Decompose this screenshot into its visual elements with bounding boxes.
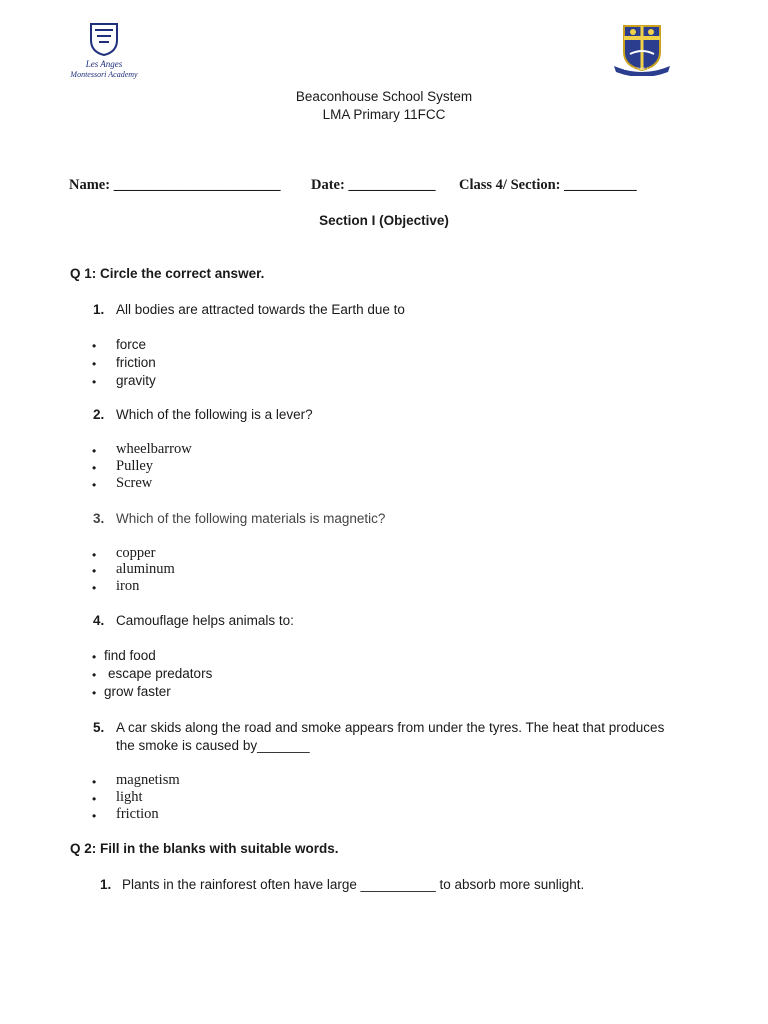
option: grow faster	[104, 684, 171, 699]
crest-icon	[89, 22, 119, 56]
bullet-icon: •	[92, 809, 97, 823]
name-field: Name: _______________________	[69, 177, 281, 193]
q1-item-text: Camouflage helps animals to:	[116, 613, 294, 628]
right-logo-motto: SEEK THE LIGHT	[623, 66, 661, 71]
bullet-icon: •	[92, 444, 97, 458]
option: aluminum	[116, 561, 175, 577]
school-name: Beaconhouse School System	[295, 89, 473, 104]
q1-item-number: 5.	[93, 720, 105, 735]
bullet-icon: •	[92, 548, 97, 562]
q1-heading: Q 1: Circle the correct answer.	[70, 266, 265, 281]
option: gravity	[116, 373, 156, 388]
bullet-icon: •	[92, 461, 97, 475]
bullet-icon: •	[92, 581, 97, 595]
bullet-icon: •	[92, 357, 97, 371]
class-section-field: Class 4/ Section: __________	[459, 177, 637, 193]
bullet-icon: •	[92, 686, 97, 700]
option: Screw	[116, 475, 153, 491]
q2-item-number: 1.	[100, 877, 112, 892]
q1-item-number: 2.	[93, 407, 105, 422]
bullet-icon: •	[92, 339, 97, 353]
q1-item-text: Which of the following materials is magnetic?	[116, 511, 386, 526]
left-logo-text-2: Montessori Academy	[70, 70, 138, 79]
left-logo-text-1: Les Anges	[85, 59, 123, 69]
q1-item-text-line1: A car skids along the road and smoke appears from under the tyres. The heat that produces	[116, 720, 665, 735]
bullet-icon: •	[92, 478, 97, 492]
right-logo	[610, 24, 674, 80]
date-field: Date: ____________	[311, 177, 436, 193]
bullet-icon: •	[92, 650, 97, 664]
bullet-icon: •	[92, 668, 97, 682]
option: friction	[116, 355, 156, 370]
option: find food	[104, 648, 156, 663]
q2-heading: Q 2: Fill in the blanks with suitable words.	[70, 841, 339, 856]
q1-item-text: All bodies are attracted towards the Earth due to	[116, 302, 405, 317]
option: iron	[116, 578, 140, 594]
option: light	[116, 789, 143, 805]
bullet-icon: •	[92, 375, 97, 389]
option: wheelbarrow	[116, 441, 192, 457]
q1-item-text: Which of the following is a lever?	[116, 407, 313, 422]
bullet-icon: •	[92, 564, 97, 578]
q1-item-number: 4.	[93, 613, 105, 628]
option: force	[116, 337, 147, 352]
option: copper	[116, 545, 156, 561]
option: friction	[116, 806, 159, 822]
q1-item-number: 3.	[93, 511, 105, 526]
q2-item-text: Plants in the rainforest often have large __________ to absorb more sunlight.	[122, 877, 585, 892]
q1-item-text-line2: the smoke is caused by_______	[116, 738, 310, 753]
option: escape predators	[108, 666, 213, 681]
q1-item-number: 1.	[93, 302, 105, 317]
section-title: Section I (Objective)	[319, 213, 449, 228]
option: magnetism	[116, 772, 180, 788]
left-logo	[62, 22, 146, 82]
school-branch: LMA Primary 11FCC	[322, 107, 446, 122]
option: Pulley	[116, 458, 154, 474]
bullet-icon: •	[92, 775, 97, 789]
bullet-icon: •	[92, 792, 97, 806]
